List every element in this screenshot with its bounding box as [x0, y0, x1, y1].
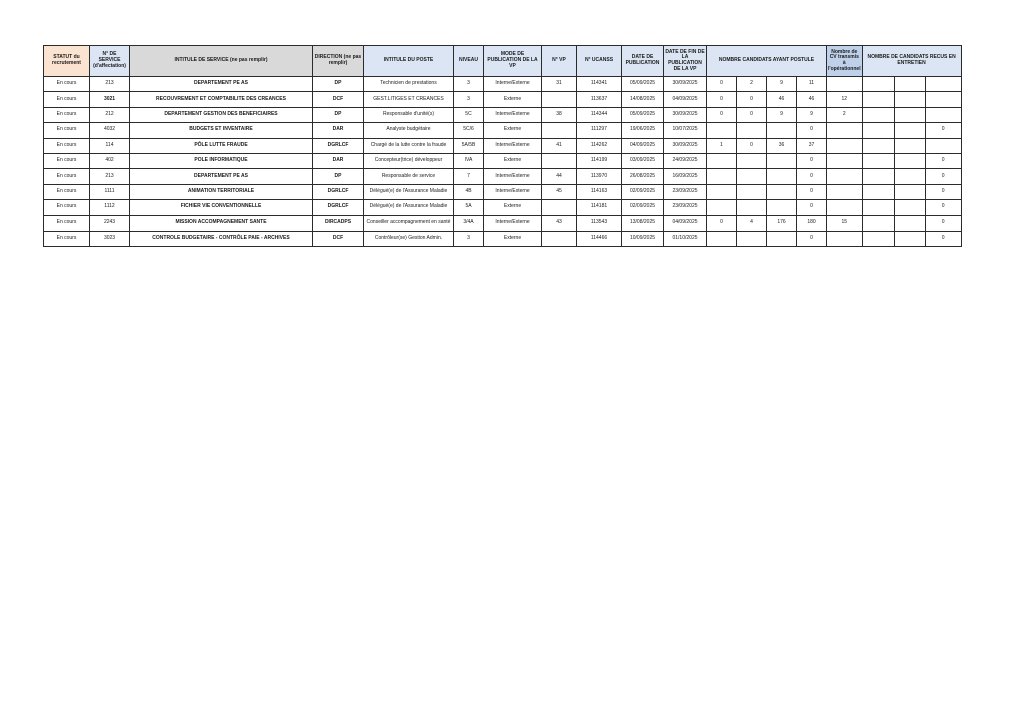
interview-cell — [862, 107, 894, 122]
candidates-cell: 0 — [737, 107, 767, 122]
service-title-cell: MISSION ACCOMPAGNEMENT SANTE — [130, 215, 313, 231]
table-row — [44, 153, 962, 168]
interview-cell — [862, 169, 894, 184]
direction-cell: DP — [313, 77, 364, 92]
status-cell: En cours — [44, 153, 90, 168]
status-cell: En cours — [44, 123, 90, 138]
candidates-total-cell: 0 — [797, 231, 827, 246]
candidates-cell — [707, 184, 737, 199]
service-number-cell: 114 — [90, 138, 130, 153]
interview-cell — [862, 200, 894, 215]
cv-transmitted-cell — [827, 231, 863, 246]
publication-date-cell: 10/09/2025 — [622, 231, 664, 246]
header-candidates: NOMBRE CANDIDATS AYANT POSTULE — [707, 46, 827, 77]
service-number-cell: 213 — [90, 169, 130, 184]
service-number-cell: 1112 — [90, 200, 130, 215]
publication-date-cell: 14/08/2025 — [622, 92, 664, 107]
candidates-cell: 0 — [707, 92, 737, 107]
interview-cell — [862, 184, 894, 199]
candidates-cell — [767, 169, 797, 184]
service-number-cell: 213 — [90, 77, 130, 92]
header-publication-mode: MODE DE PUBLICATION DE LA VP — [484, 46, 542, 77]
cv-transmitted-cell — [827, 200, 863, 215]
candidates-cell — [767, 153, 797, 168]
header-job-title: INTITULE DU POSTE — [364, 46, 454, 77]
interview-cell — [925, 138, 961, 153]
candidates-cell — [707, 123, 737, 138]
level-cell: 5C/6 — [454, 123, 484, 138]
end-date-cell: 16/09/2025 — [664, 169, 707, 184]
end-date-cell: 24/09/2025 — [664, 153, 707, 168]
job-title-cell: Technicien de prestations — [364, 77, 454, 92]
status-cell: En cours — [44, 200, 90, 215]
candidates-total-cell: 0 — [797, 123, 827, 138]
interview-cell: 0 — [925, 123, 961, 138]
candidates-cell — [707, 153, 737, 168]
service-number-cell: 402 — [90, 153, 130, 168]
job-title-cell: Contrôleur(se) Gestion Admin. — [364, 231, 454, 246]
direction-cell: DP — [313, 107, 364, 122]
header-interviews: NOMBRE DE CANDIDATS RECUS EN ENTRETIEN — [862, 46, 961, 77]
level-cell: 3/4A — [454, 215, 484, 231]
candidates-cell: 0 — [707, 77, 737, 92]
cv-transmitted-cell — [827, 123, 863, 138]
ucanss-number-cell: 114344 — [577, 107, 622, 122]
publication-mode-cell: Externe — [484, 92, 542, 107]
candidates-cell: 1 — [707, 138, 737, 153]
table-row — [44, 92, 962, 107]
interview-cell — [894, 184, 925, 199]
job-title-cell: Concepteur(trice) développeur — [364, 153, 454, 168]
end-date-cell: 04/09/2025 — [664, 92, 707, 107]
interview-cell — [894, 215, 925, 231]
status-cell: En cours — [44, 92, 90, 107]
vp-number-cell: 44 — [542, 169, 577, 184]
cv-transmitted-cell — [827, 153, 863, 168]
end-date-cell: 30/09/2025 — [664, 107, 707, 122]
service-number-cell: 4032 — [90, 123, 130, 138]
publication-mode-cell: Interne/Externe — [484, 107, 542, 122]
interview-cell — [894, 169, 925, 184]
end-date-cell: 10/07/2025 — [664, 123, 707, 138]
vp-number-cell — [542, 200, 577, 215]
header-cv-transmitted: Nombre de CV transmis à l'opérationnel — [827, 46, 863, 77]
interview-cell — [862, 231, 894, 246]
candidates-cell — [707, 200, 737, 215]
interview-cell — [862, 153, 894, 168]
service-title-cell: BUDGETS ET INVENTAIRE — [130, 123, 313, 138]
service-title-cell: RECOUVREMENT ET COMPTABILITE DES CREANCES — [130, 92, 313, 107]
candidates-cell — [707, 231, 737, 246]
vp-number-cell: 31 — [542, 77, 577, 92]
end-date-cell: 30/09/2025 — [664, 77, 707, 92]
cv-transmitted-cell: 2 — [827, 107, 863, 122]
publication-mode-cell: Interne/Externe — [484, 138, 542, 153]
publication-mode-cell: Interne/Externe — [484, 184, 542, 199]
ucanss-number-cell: 111297 — [577, 123, 622, 138]
cv-transmitted-cell — [827, 138, 863, 153]
ucanss-number-cell: 114466 — [577, 231, 622, 246]
candidates-cell — [737, 153, 767, 168]
level-cell: 5A/5B — [454, 138, 484, 153]
interview-cell — [862, 123, 894, 138]
header-ucanss-number: N° UCANSS — [577, 46, 622, 77]
candidates-total-cell: 37 — [797, 138, 827, 153]
candidates-cell — [737, 200, 767, 215]
publication-date-cell: 03/09/2025 — [622, 153, 664, 168]
interview-cell: 0 — [925, 153, 961, 168]
publication-date-cell: 04/09/2025 — [622, 138, 664, 153]
publication-mode-cell: Interne/Externe — [484, 77, 542, 92]
candidates-cell: 9 — [767, 77, 797, 92]
interview-cell — [925, 77, 961, 92]
ucanss-number-cell: 114262 — [577, 138, 622, 153]
candidates-cell — [767, 123, 797, 138]
cv-transmitted-cell — [827, 77, 863, 92]
cv-transmitted-cell — [827, 184, 863, 199]
job-title-cell: Délégué(e) de l'Assurance Maladie — [364, 200, 454, 215]
status-cell: En cours — [44, 215, 90, 231]
candidates-total-cell: 46 — [797, 92, 827, 107]
header-statut: STATUT du recrutement — [44, 46, 90, 77]
candidates-cell — [737, 169, 767, 184]
table-row — [44, 231, 962, 246]
candidates-total-cell: 0 — [797, 169, 827, 184]
end-date-cell: 04/09/2025 — [664, 215, 707, 231]
level-cell: 3 — [454, 77, 484, 92]
cv-transmitted-cell: 12 — [827, 92, 863, 107]
vp-number-cell — [542, 123, 577, 138]
candidates-total-cell: 0 — [797, 153, 827, 168]
job-title-cell: Responsable de service — [364, 169, 454, 184]
publication-date-cell: 26/08/2025 — [622, 169, 664, 184]
status-cell: En cours — [44, 138, 90, 153]
header-row — [44, 46, 962, 77]
interview-cell: 0 — [925, 231, 961, 246]
ucanss-number-cell: 113543 — [577, 215, 622, 231]
table-row — [44, 77, 962, 92]
ucanss-number-cell: 114181 — [577, 200, 622, 215]
direction-cell: DP — [313, 169, 364, 184]
header-service-number: N° DE SERVICE (d'affectation) — [90, 46, 130, 77]
interview-cell — [894, 77, 925, 92]
candidates-cell: 0 — [707, 107, 737, 122]
header-end-date: DATE DE FIN DE LA PUBLICATION DE LA VP — [664, 46, 707, 77]
candidates-cell: 9 — [767, 107, 797, 122]
publication-date-cell: 05/09/2025 — [622, 77, 664, 92]
publication-date-cell: 02/09/2025 — [622, 184, 664, 199]
header-publication-date: DATE DE PUBLICATION — [622, 46, 664, 77]
candidates-cell — [767, 200, 797, 215]
level-cell: 3 — [454, 231, 484, 246]
header-level: NIVEAU — [454, 46, 484, 77]
service-number-cell: 212 — [90, 107, 130, 122]
publication-mode-cell: Externe — [484, 231, 542, 246]
table-body — [44, 77, 962, 247]
publication-mode-cell: Externe — [484, 123, 542, 138]
interview-cell: 0 — [925, 184, 961, 199]
vp-number-cell: 41 — [542, 138, 577, 153]
interview-cell — [894, 200, 925, 215]
direction-cell: DGRLCF — [313, 138, 364, 153]
interview-cell — [894, 231, 925, 246]
end-date-cell: 30/09/2025 — [664, 138, 707, 153]
publication-date-cell: 02/09/2025 — [622, 200, 664, 215]
publication-date-cell: 19/06/2025 — [622, 123, 664, 138]
candidates-cell — [707, 169, 737, 184]
table-row — [44, 200, 962, 215]
vp-number-cell: 43 — [542, 215, 577, 231]
level-cell: 5A — [454, 200, 484, 215]
recruitment-table — [43, 45, 962, 247]
job-title-cell: GEST.LITIGES ET CREANCES — [364, 92, 454, 107]
header-vp-number: N° VP — [542, 46, 577, 77]
recruitment-sheet — [43, 45, 962, 247]
header-direction: DIRECTION (ne pas remplir) — [313, 46, 364, 77]
job-title-cell: Chargé de la lutte contre la fraude — [364, 138, 454, 153]
service-title-cell: CONTROLE BUDGETAIRE - CONTRÔLE PAIE - ARCHIVES — [130, 231, 313, 246]
interview-cell — [894, 123, 925, 138]
service-number-cell: 3023 — [90, 231, 130, 246]
status-cell: En cours — [44, 184, 90, 199]
header-service-title: INTITULE DE SERVICE (ne pas remplir) — [130, 46, 313, 77]
ucanss-number-cell: 113970 — [577, 169, 622, 184]
service-title-cell: PÔLE LUTTE FRAUDE — [130, 138, 313, 153]
end-date-cell: 23/09/2025 — [664, 184, 707, 199]
table-row — [44, 215, 962, 231]
publication-mode-cell: Externe — [484, 200, 542, 215]
interview-cell: 0 — [925, 200, 961, 215]
job-title-cell: Délégué(e) de l'Assurance Maladie — [364, 184, 454, 199]
publication-date-cell: 05/09/2025 — [622, 107, 664, 122]
table-row — [44, 123, 962, 138]
service-number-cell: 1111 — [90, 184, 130, 199]
interview-cell — [894, 92, 925, 107]
candidates-cell — [737, 184, 767, 199]
ucanss-number-cell: 114163 — [577, 184, 622, 199]
direction-cell: DIRCADPS — [313, 215, 364, 231]
candidates-total-cell: 0 — [797, 200, 827, 215]
candidates-total-cell: 180 — [797, 215, 827, 231]
candidates-cell — [767, 184, 797, 199]
direction-cell: DGRLCF — [313, 200, 364, 215]
candidates-total-cell: 11 — [797, 77, 827, 92]
status-cell: En cours — [44, 169, 90, 184]
publication-mode-cell: Externe — [484, 153, 542, 168]
service-title-cell: POLE INFORMATIQUE — [130, 153, 313, 168]
table-row — [44, 138, 962, 153]
interview-cell — [894, 138, 925, 153]
cv-transmitted-cell: 15 — [827, 215, 863, 231]
candidates-cell: 4 — [737, 215, 767, 231]
candidates-cell — [767, 231, 797, 246]
interview-cell — [894, 153, 925, 168]
level-cell: 3 — [454, 92, 484, 107]
candidates-cell: 0 — [737, 138, 767, 153]
ucanss-number-cell: 113637 — [577, 92, 622, 107]
publication-mode-cell: Interne/Externe — [484, 215, 542, 231]
candidates-total-cell: 0 — [797, 184, 827, 199]
candidates-cell: 46 — [767, 92, 797, 107]
service-title-cell: DEPARTEMENT PE AS — [130, 169, 313, 184]
level-cell: IVA — [454, 153, 484, 168]
table-row — [44, 184, 962, 199]
job-title-cell: Analyste budgétaire — [364, 123, 454, 138]
service-number-cell: 2243 — [90, 215, 130, 231]
publication-date-cell: 13/08/2025 — [622, 215, 664, 231]
candidates-cell: 176 — [767, 215, 797, 231]
service-title-cell: FICHIER VIE CONVENTIONNELLE — [130, 200, 313, 215]
end-date-cell: 01/10/2025 — [664, 231, 707, 246]
ucanss-number-cell: 114341 — [577, 77, 622, 92]
vp-number-cell — [542, 92, 577, 107]
job-title-cell: Responsable d'unité(s) — [364, 107, 454, 122]
interview-cell — [862, 138, 894, 153]
status-cell: En cours — [44, 107, 90, 122]
direction-cell: DAR — [313, 123, 364, 138]
candidates-cell: 2 — [737, 77, 767, 92]
interview-cell — [925, 92, 961, 107]
table-row — [44, 107, 962, 122]
interview-cell — [862, 92, 894, 107]
cv-transmitted-cell — [827, 169, 863, 184]
table-row — [44, 169, 962, 184]
end-date-cell: 23/09/2025 — [664, 200, 707, 215]
level-cell: 4B — [454, 184, 484, 199]
interview-cell — [862, 77, 894, 92]
level-cell: 7 — [454, 169, 484, 184]
status-cell: En cours — [44, 77, 90, 92]
status-cell: En cours — [44, 231, 90, 246]
candidates-total-cell: 9 — [797, 107, 827, 122]
level-cell: 5C — [454, 107, 484, 122]
publication-mode-cell: Interne/Externe — [484, 169, 542, 184]
interview-cell: 0 — [925, 215, 961, 231]
service-number-cell: 3021 — [90, 92, 130, 107]
vp-number-cell — [542, 231, 577, 246]
vp-number-cell — [542, 153, 577, 168]
candidates-cell: 0 — [737, 92, 767, 107]
direction-cell: DGRLCF — [313, 184, 364, 199]
vp-number-cell: 38 — [542, 107, 577, 122]
service-title-cell: DEPARTEMENT GESTION DES BENEFICIAIRES — [130, 107, 313, 122]
candidates-cell — [737, 123, 767, 138]
interview-cell — [894, 107, 925, 122]
interview-cell — [862, 215, 894, 231]
service-title-cell: DEPARTEMENT PE AS — [130, 77, 313, 92]
interview-cell: 0 — [925, 169, 961, 184]
candidates-cell — [737, 231, 767, 246]
direction-cell: DCF — [313, 231, 364, 246]
job-title-cell: Conseiller accompagnement en santé — [364, 215, 454, 231]
service-title-cell: ANIMATION TERRITORIALE — [130, 184, 313, 199]
direction-cell: DAR — [313, 153, 364, 168]
direction-cell: DCF — [313, 92, 364, 107]
interview-cell — [925, 107, 961, 122]
vp-number-cell: 45 — [542, 184, 577, 199]
candidates-cell: 36 — [767, 138, 797, 153]
candidates-cell: 0 — [707, 215, 737, 231]
ucanss-number-cell: 114199 — [577, 153, 622, 168]
